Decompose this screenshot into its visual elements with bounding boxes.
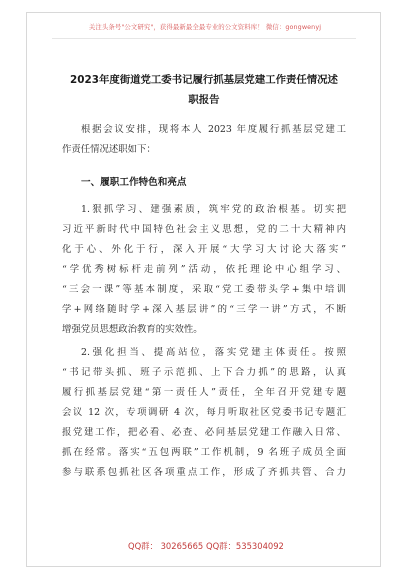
para1-line-5: “三会一课”等基本制度，采取“党工委带头学+集中培训 [62,284,346,295]
intro-line-2: 作责任情况述职如下： [62,144,156,155]
para2-line-3: 履行抓基层党建“第一责任人”责任，全年召开党建专题 [62,387,346,398]
para2-line-6: 抓在经常。落实“五包两联”工作机制，9 名班子成员全面 [62,447,346,458]
para1-line-2: 习近平新时代中国特色社会主义思想，党的二十大精神内 [62,224,346,235]
header-divider [52,38,356,39]
para2-line-4: 会议 12 次，专项调研 4 次，每月听取社区党委书记专题汇 [62,407,346,418]
para2-line-1: 2.强化担当、提高站位，落实党建主体责任。按照 [81,347,346,358]
para1-line-1: 1.狠抓学习、建强素质，筑牢党的政治根基。切实把 [81,204,346,215]
section-1-heading: 一、履职工作特色和亮点 [81,177,187,188]
document-title-line-1: 2023年度街道党工委书记履行抓基层党建工作责任情况述 [70,74,338,86]
para1-line-6: 学+网络随时学+深入基层讲”的“三学一讲”方式，不断 [62,304,346,315]
header-banner: 关注头条号"公文研究"，获得最新最全最专业的公文资料库！ 微信：gongwenyj [88,23,322,31]
para2-line-7: 参与联系包抓社区各项重点工作，形成了齐抓共管、合力 [62,467,346,478]
document-title-line-2: 职报告 [188,94,220,106]
para1-line-4: “学优秀树标杆走前列”活动，依托理论中心组学习、 [62,264,346,275]
intro-line-1: 根据会议安排，现将本人 2023 年度履行抓基层党建工 [81,124,346,135]
para2-line-2: “书记带头抓、班子示范抓、上下合力抓”的思路，认真 [62,367,346,378]
para2-line-5: 报党建工作，把必看、必查、必问基层党建工作融入日常、 [62,427,346,438]
para1-line-3: 化于心、外化于行，深入开展“大学习大讨论大落实” [62,244,346,255]
footer-qq-group-2: QQ群：535304092 [206,541,284,551]
footer-qq-group-1: QQ群： 30265665 [128,541,204,551]
para1-line-7: 增强党员思想政治教育的实效性。 [62,324,203,335]
